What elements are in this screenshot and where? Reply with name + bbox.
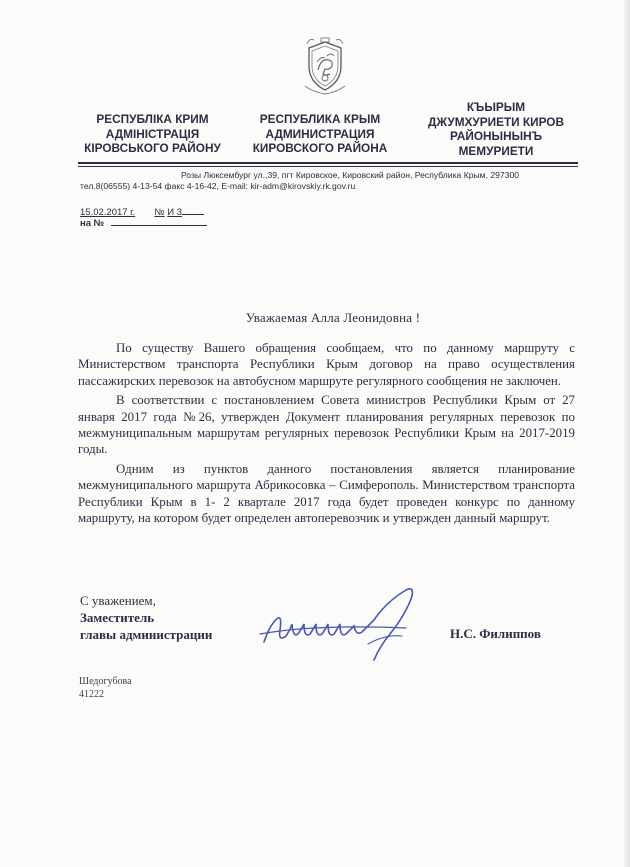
outgoing-date: 15.02.2017 г. bbox=[80, 207, 136, 218]
reference-line bbox=[80, 216, 207, 229]
body-paragraph: Одним из пунктов данного постановления является планирование межмуниципального маршрута Абрикосовка – Симферополь. Министерством транспорта Республики Крым в 1- 2 квартале 2017 года будет проведен конкурс по данному маршруту, на котором будет определен автоперевозчик и утвержден данный маршрут. bbox=[78, 461, 575, 526]
page-edge-shadow bbox=[624, 0, 630, 867]
closing-block bbox=[80, 592, 212, 643]
letterhead-divider bbox=[78, 162, 578, 164]
executor-name: Шедогубова bbox=[79, 676, 132, 687]
closing-regards: С уважением, bbox=[80, 593, 156, 608]
signer-position: Заместитель bbox=[80, 610, 155, 625]
header-qt-line: КЪЫРЫМ bbox=[466, 100, 526, 114]
header-ru-line: КИРОВСКОГО РАЙОНА bbox=[252, 141, 388, 155]
outgoing-number-prefix: № bbox=[154, 207, 165, 218]
header-qt-line: РАЙОНЫНЫНЪ bbox=[450, 129, 542, 143]
header-ua-line: АДМІНІСТРАЦІЯ bbox=[105, 126, 200, 141]
letterhead-divider-thin bbox=[78, 166, 578, 167]
header-ua-line: РЕСПУБЛІКА КРИМ bbox=[96, 112, 209, 126]
header-ru-line: РЕСПУБЛИКА КРЫМ bbox=[259, 112, 381, 126]
outgoing-number: И 3 bbox=[167, 207, 183, 218]
header-qt-line: МЕМУРИЕТИ bbox=[458, 143, 534, 158]
body-paragraph: В соответствии с постановлением Совета министров Республики Крым от 27 января 2017 года №26, утвержден Документ планирования регулярных перевозок по межмуниципальным маршрутам регулярных перевозок Республики Крым на 2017-2019 годы. bbox=[78, 393, 575, 457]
header-ru-line: АДМИНИСТРАЦИЯ bbox=[265, 126, 375, 141]
body-paragraph: По существу Вашего обращения сообщаем, что по данному маршруту с Министерством транспорта Республики Крым договор на право осуществления пассажирских перевозок на автобусном маршруте регулярного сообщения не заключен. bbox=[78, 341, 575, 388]
header-ukrainian bbox=[75, 112, 230, 156]
header-russian bbox=[240, 112, 400, 156]
header-ua-line: КІРОВСЬКОГО РАЙОНУ bbox=[84, 141, 221, 155]
signatory-name: Н.С. Филиппов bbox=[450, 626, 541, 641]
contact-line: тел.8(06555) 4-13-54 факс 4-16-42, E-mail: kir-adm@kirovskiy.rk.gov.ru bbox=[80, 181, 356, 191]
reference-label: на № bbox=[80, 218, 105, 229]
letter-body bbox=[78, 340, 575, 529]
salutation: Уважаемая Алла Леонидовна ! bbox=[245, 310, 421, 325]
crimea-coat-of-arms-icon bbox=[303, 36, 347, 96]
executor-block bbox=[79, 675, 132, 701]
header-qt-line: ДЖУМХУРИЕТИ КИРОВ bbox=[428, 114, 564, 129]
signer-position: главы администрации bbox=[80, 627, 213, 642]
handwritten-signature bbox=[256, 584, 426, 664]
executor-phone: 41222 bbox=[79, 689, 104, 700]
header-crimean-tatar bbox=[410, 100, 582, 158]
postal-address: Розы Люксембург ул.,39, пгт Кировское, Кировский район, Республика Крым, 297300 bbox=[180, 170, 520, 180]
